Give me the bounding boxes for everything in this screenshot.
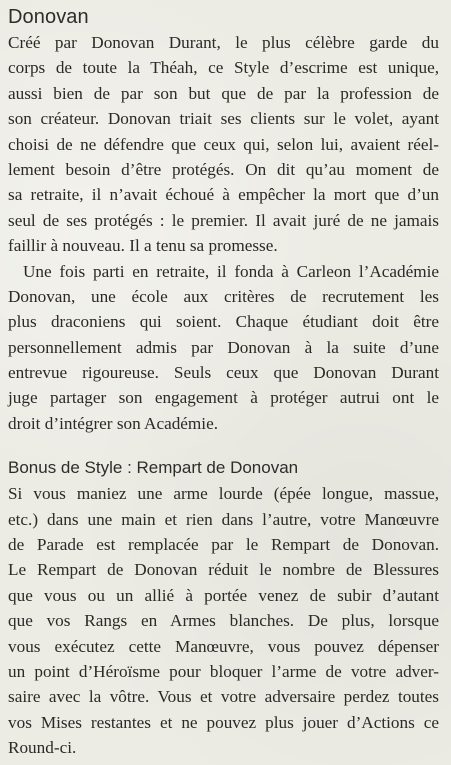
text-line: personnellement admis par Donovan à la suite d’une [8, 337, 439, 357]
paragraph-style-bonus [8, 481, 439, 760]
text-line: que vous ou un allié à portée venez de subir d’autant [8, 585, 439, 605]
paragraph-intro [8, 30, 439, 259]
text-line: de Parade est remplacée par le Rempart de Donovan. [8, 535, 439, 555]
text-line: plus draconiens qui soient. Chaque étudiant doit être [8, 312, 439, 332]
text-line: aussi bien de par son but que de par la profession de [8, 83, 439, 103]
text-line: son créateur. Donovan triait ses clients sur le volet, ayant [8, 109, 439, 129]
text-line: seul de ses protégés : le premier. Il avait juré de ne jamais [8, 210, 439, 230]
text-line: vous exécutez cette Manœuvre, vous pouvez dépenser [8, 636, 439, 656]
text-line: sa retraite, il n’avait échoué à empêcher la mort que d’un [8, 185, 439, 205]
text-line: choisi de ne défendre que ceux qui, selon lui, avaient réel- [8, 134, 439, 154]
text-line: Créé par Donovan Durant, le plus célèbre garde du [8, 33, 439, 52]
text-line: droit d’intégrer son Académie. [8, 413, 219, 433]
text-line: Round-ci. [8, 738, 77, 758]
section-title-donovan: Donovan [8, 6, 89, 28]
text-line: faillir à nouveau. Il a tenu sa promesse. [8, 236, 278, 256]
document-page [8, 6, 439, 761]
paragraph-academy [8, 259, 439, 437]
text-line: etc.) dans une main et rien dans l’autre, votre Manœuvre [8, 509, 439, 529]
text-line: vos Mises restantes et ne pouvez plus jouer d’Actions ce [8, 712, 439, 732]
text-line: saire avec la vôtre. Vous et votre adversaire perdez toutes [8, 687, 439, 707]
text-line: Une fois parti en retraite, il fonda à Carleon l’Académie [23, 261, 439, 281]
section-title-style-bonus: Bonus de Style : Rempart de Donovan [8, 458, 299, 478]
text-line: Le Rempart de Donovan réduit le nombre de Blessures [8, 560, 439, 580]
text-line: un point d’Héroïsme pour bloquer l’arme de votre adver- [8, 661, 439, 681]
text-line: juge partager son engagement à protéger autrui ont le [8, 388, 439, 408]
text-line: que vos Rangs en Armes blanches. De plus, lorsque [8, 611, 439, 631]
text-line: Donovan, une école aux critères de recrutement les [8, 286, 439, 306]
text-line: Si vous maniez une arme lourde (épée longue, massue, [8, 484, 439, 504]
text-line: corps de toute la Théah, ce Style d’escrime est unique, [8, 58, 439, 78]
text-line: lement besoin d’être protégés. On dit qu’au moment de [8, 159, 439, 179]
section-spacer [8, 436, 439, 457]
text-line: entrevue rigoureuse. Seuls ceux que Donovan Durant [8, 363, 439, 383]
